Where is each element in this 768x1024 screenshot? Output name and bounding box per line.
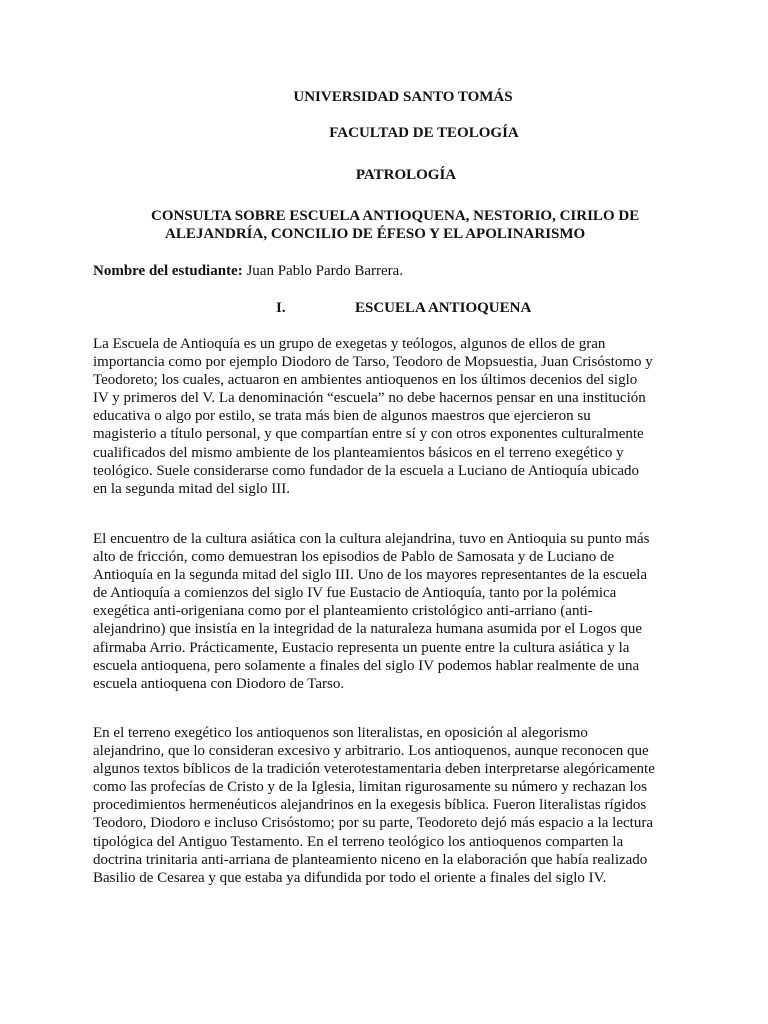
paragraph-line: magisterio a título personal, y que compartían entre sí y con otros exponentes culturalmente <box>93 426 644 443</box>
paragraph-line: Basilio de Cesarea y que estaba ya difundida por todo el oriente a finales del siglo IV. <box>93 869 607 886</box>
paragraph-line: cualificados del mismo ambiente de los planteamientos básicos en el terreno exegético y <box>93 444 624 461</box>
paragraph-line: teológico. Suele considerarse como fundador de la escuela a Luciano de Antioquía ubicado <box>93 462 640 479</box>
document-title-line-1: CONSULTA SOBRE ESCUELA ANTIOQUENA, NESTORIO, CIRILO DE <box>151 208 640 224</box>
paragraph-line: Teodoreto; los cuales, actuaron en ambientes antioquenos en los últimos decenios del siglo <box>93 372 638 389</box>
faculty-heading: FACULTAD DE TEOLOGÍA <box>329 125 519 141</box>
paragraph-line: afirmaba Arrio. Prácticamente, Eustacio representa un puente entre la cultura asiática y la <box>93 639 630 656</box>
paragraph-1 <box>93 335 679 498</box>
paragraph-line: escuela antioquena con Diodoro de Tarso. <box>93 675 345 692</box>
paragraph-line: alejandrino, que lo consideran excesivo y arbitrario. Los antioquenos, aunque reconocen que <box>93 743 649 760</box>
paragraph-line: escuela antioquena, pero solamente a finales del siglo IV podemos hablar realmente de una <box>93 657 640 674</box>
student-label: Nombre del estudiante: <box>93 263 243 279</box>
paragraph-line: Antioquía en la segunda mitad del siglo III. Uno de los mayores representantes de la escuela <box>93 567 647 584</box>
section-title: ESCUELA ANTIOQUENA <box>355 300 532 316</box>
paragraph-2 <box>93 530 679 693</box>
course-heading: PATROLOGÍA <box>355 167 457 183</box>
paragraph-line: procedimientos hermenéuticos alejandrinos en la exegesis bíblica. Fueron literalistas rígidos <box>93 797 647 814</box>
paragraph-line: educativa o algo por estilo, se trata más bien de algunos maestros que ejercieron su <box>93 408 591 425</box>
paragraph-line: importancia como por ejemplo Diodoro de Tarso, Teodoro de Mopsuestia, Juan Crisóstomo y <box>93 354 653 371</box>
university-heading: UNIVERSIDAD SANTO TOMÁS <box>293 89 513 105</box>
paragraph-line: alejandrino) que insistía en la integridad de la naturaleza humana asumida por el Logos que <box>93 621 642 638</box>
paragraph-line: de Antioquía a comienzos del siglo IV fue Eustacio de Antioquía, tanto por la polémica <box>93 585 617 602</box>
student-name: Juan Pablo Pardo Barrera. <box>246 263 404 279</box>
paragraph-3 <box>93 724 679 887</box>
paragraph-line: La Escuela de Antioquía es un grupo de exegetas y teólogos, algunos de ellos de gran <box>93 336 606 352</box>
paragraph-line: algunos textos bíblicos de la tradición veterotestamentaria deben interpretarse alegóricamente <box>93 761 655 778</box>
paragraph-line: doctrina trinitaria anti-arriana de planteamiento niceno en la elaboración que había realizado <box>93 851 648 868</box>
paragraph-line: alto de fricción, como demuestran los episodios de Pablo de Samosata y de Luciano de <box>93 549 615 566</box>
paragraph-line: como las profecías de Cristo y de la Iglesia, limitan rigurosamente su número y rechazan los <box>93 779 647 796</box>
document-title-line-2: ALEJANDRÍA, CONCILIO DE ÉFESO Y EL APOLINARISMO <box>165 226 586 242</box>
paragraph-line: IV y primeros del V. La denominación “escuela” no debe hacernos pensar en una institución <box>93 390 646 407</box>
paragraph-line: en la segunda mitad del siglo III. <box>93 480 291 497</box>
paragraph-line: Teodoro, Diodoro e incluso Crisóstomo; por su parte, Teodoreto dejó más espacio a la lectura <box>93 815 653 832</box>
paragraph-line: tipológica del Antiguo Testamento. En el terreno teológico los antioquenos comparten la <box>93 833 624 850</box>
section-number: I. <box>276 300 286 316</box>
student-line <box>93 261 403 281</box>
paragraph-line: exegética anti-origeniana como por el planteamiento cristológico anti-arriano (anti- <box>93 603 593 620</box>
paragraph-line: El encuentro de la cultura asiática con la cultura alejandrina, tuvo en Antioquia su punto más <box>93 531 650 547</box>
paragraph-line: En el terreno exegético los antioquenos son literalistas, en oposición al alegorismo <box>93 725 588 741</box>
